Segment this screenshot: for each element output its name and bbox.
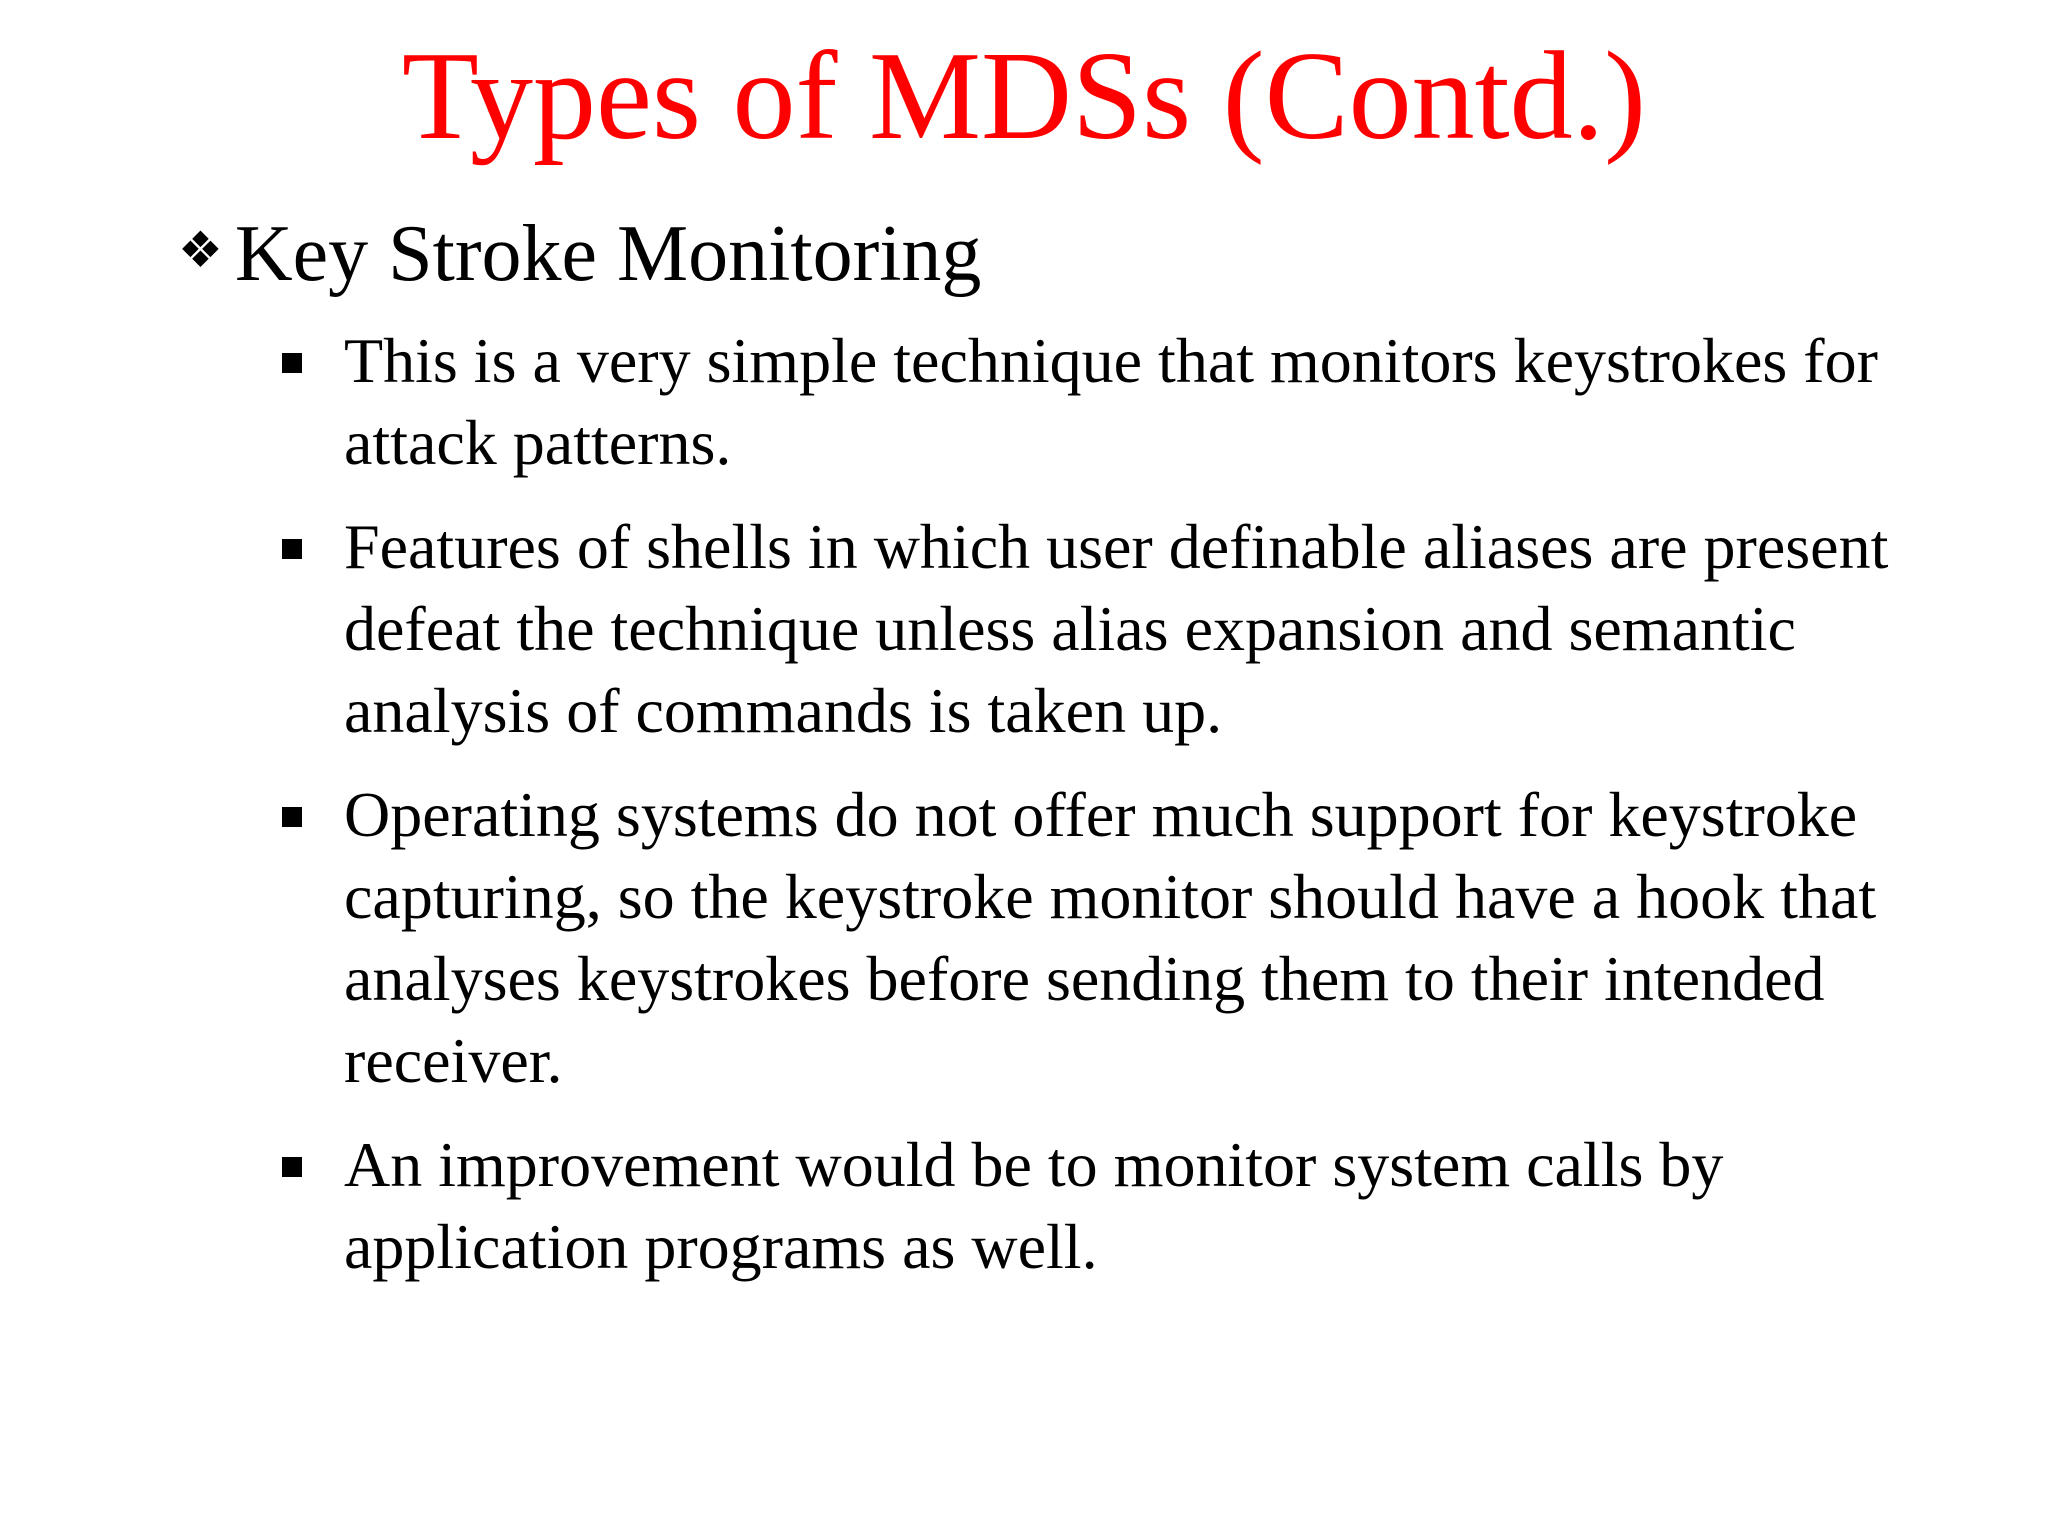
bullet-text: Operating systems do not offer much support for keystroke capturing, so the keystroke monitor should have a hook that analyses keystrokes before sending them to their intended receiver.	[344, 779, 1877, 1096]
bullet-item	[280, 774, 1980, 1102]
section-heading-text: Key Stroke Monitoring	[234, 210, 982, 298]
square-bullet-icon	[282, 1157, 302, 1177]
bullet-item	[280, 1124, 1980, 1288]
square-bullet-icon	[282, 807, 302, 827]
square-bullet-icon	[282, 353, 302, 373]
bullet-item	[280, 320, 1980, 484]
bullet-text: Features of shells in which user definable aliases are present defeat the technique unless alias expansion and semantic analysis of commands is taken up.	[344, 511, 1889, 746]
bullet-text: An improvement would be to monitor system calls by application programs as well.	[344, 1129, 1724, 1282]
bullet-item	[280, 506, 1980, 752]
square-bullet-icon	[282, 539, 302, 559]
bullet-text: This is a very simple technique that monitors keystrokes for attack patterns.	[344, 325, 1878, 478]
diamond-cluster-icon: ❖	[178, 222, 223, 278]
section-heading	[178, 206, 981, 302]
slide-title: Types of MDSs (Contd.)	[401, 27, 1647, 166]
bullet-list	[280, 320, 1980, 1310]
